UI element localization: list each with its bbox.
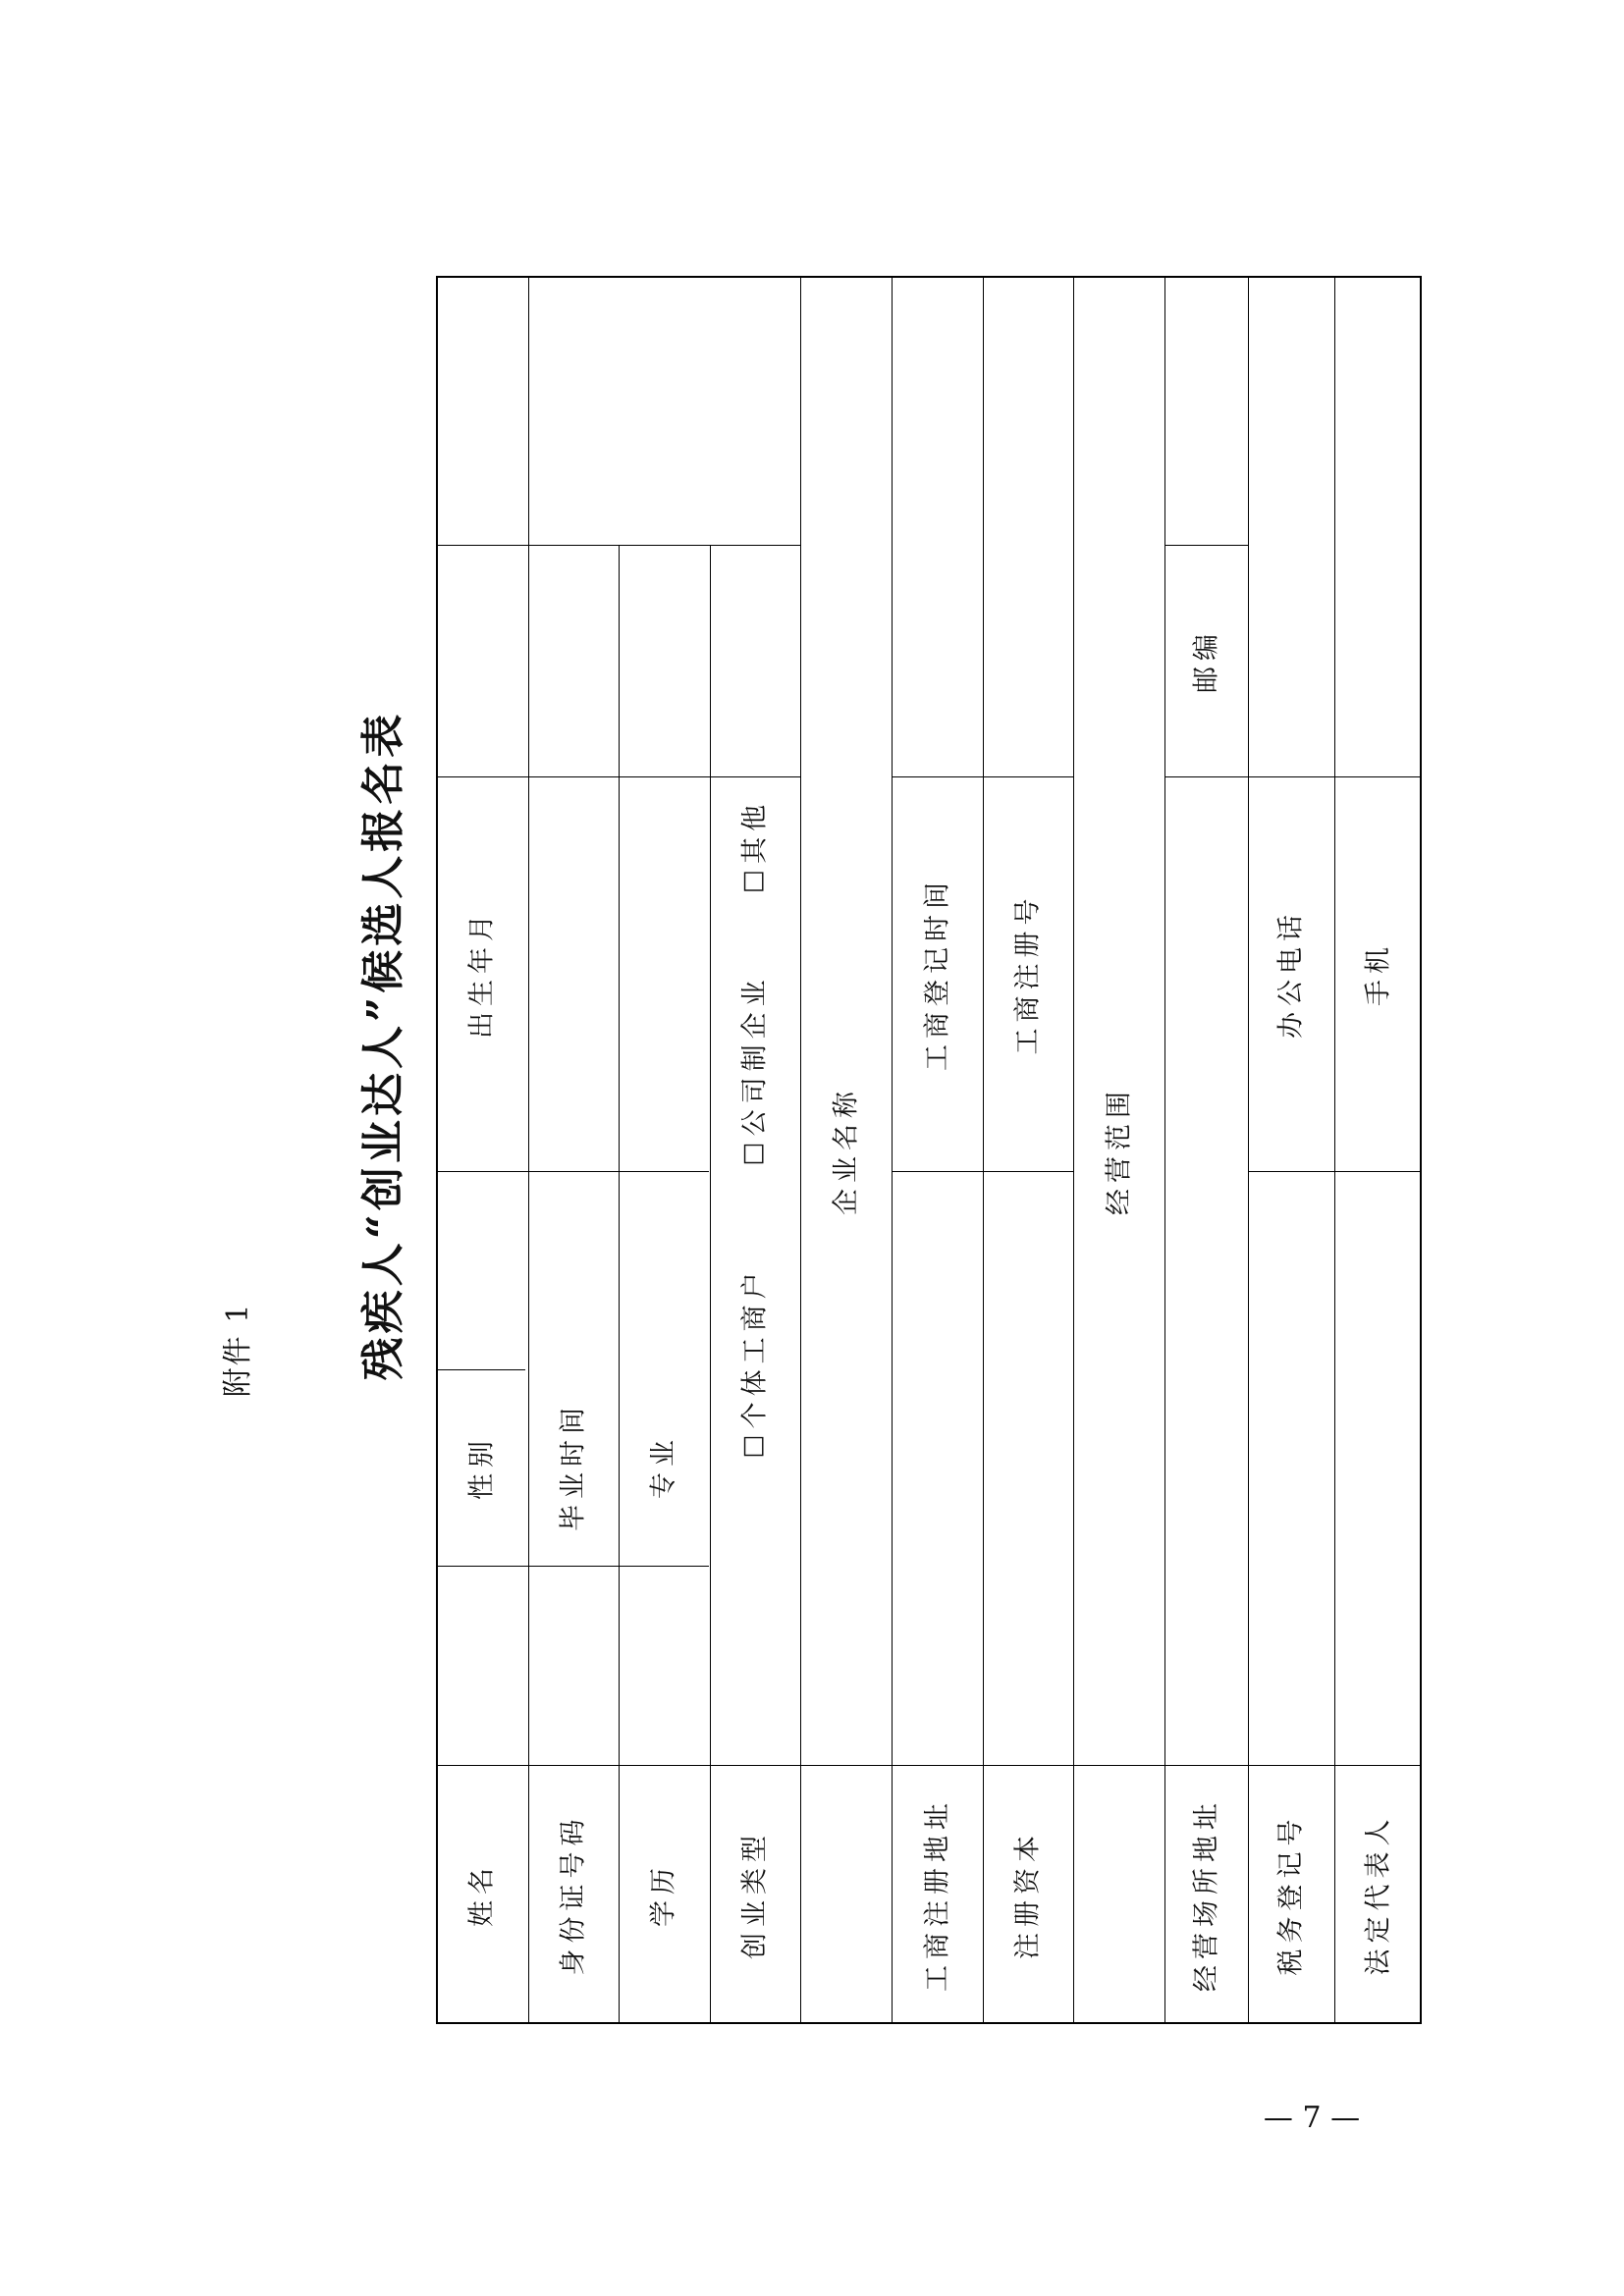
option-company-label: 公司制企业 bbox=[739, 974, 771, 1137]
option-other-label: 其他 bbox=[739, 798, 771, 864]
row-divider bbox=[983, 276, 984, 2024]
col-divider bbox=[436, 1566, 709, 1567]
label-tax-number: 税务登记号 bbox=[1275, 1813, 1307, 1976]
row-divider bbox=[1164, 276, 1165, 2024]
col-divider bbox=[436, 1765, 1422, 1766]
row-divider bbox=[1073, 276, 1074, 2024]
label-graduation-time: 毕业时间 bbox=[558, 1402, 589, 1531]
page-number: — 7 — bbox=[1263, 2101, 1361, 2135]
row-divider bbox=[1334, 276, 1335, 2024]
col-divider bbox=[1164, 545, 1248, 546]
col-divider bbox=[436, 1369, 525, 1370]
col-divider bbox=[892, 1171, 1073, 1172]
col-divider bbox=[436, 776, 800, 777]
label-business-scope: 经营范围 bbox=[1104, 1086, 1135, 1215]
col-divider bbox=[436, 545, 800, 546]
label-gender: 性别 bbox=[466, 1435, 498, 1500]
label-id-number: 身份证号码 bbox=[558, 1813, 589, 1976]
checkbox-individual-business[interactable] bbox=[739, 1266, 771, 1459]
attachment-label: 附件 1 bbox=[221, 1302, 255, 1398]
checkbox-icon: ☐ bbox=[739, 1136, 771, 1166]
label-reg-time: 工商登记时间 bbox=[922, 877, 953, 1071]
label-reg-capital: 注册资本 bbox=[1012, 1830, 1044, 1959]
label-office-phone: 办公电话 bbox=[1275, 909, 1307, 1039]
label-reg-address: 工商注册地址 bbox=[922, 1797, 953, 1992]
label-legal-rep: 法定代表人 bbox=[1363, 1813, 1394, 1976]
col-divider bbox=[1248, 1171, 1422, 1172]
option-individual-label: 个体工商户 bbox=[739, 1266, 771, 1429]
col-divider bbox=[1164, 776, 1422, 777]
label-birth: 出生年月 bbox=[466, 909, 498, 1039]
label-major: 专业 bbox=[648, 1434, 679, 1499]
row-divider bbox=[710, 545, 711, 2024]
label-name: 姓名 bbox=[466, 1862, 498, 1927]
col-divider bbox=[436, 1171, 709, 1172]
label-enterprise-name: 企业名称 bbox=[831, 1086, 862, 1215]
row-divider bbox=[619, 545, 620, 2024]
label-reg-number: 工商注册号 bbox=[1012, 892, 1044, 1055]
checkbox-icon: ☐ bbox=[739, 1428, 771, 1459]
checkbox-company[interactable] bbox=[739, 974, 771, 1166]
checkbox-other[interactable] bbox=[739, 798, 771, 894]
label-business-type: 创业类型 bbox=[739, 1830, 771, 1959]
label-education: 学历 bbox=[648, 1862, 679, 1927]
row-divider bbox=[892, 276, 893, 2024]
row-divider bbox=[528, 276, 529, 2024]
col-divider bbox=[892, 776, 1073, 777]
registration-table bbox=[436, 276, 1422, 2024]
label-postcode: 邮编 bbox=[1191, 628, 1222, 693]
label-mobile: 手机 bbox=[1363, 941, 1394, 1006]
row-divider bbox=[800, 276, 801, 2024]
label-business-address: 经营场所地址 bbox=[1191, 1797, 1222, 1992]
form-title: 残疾人“创业达人”候选人报名表 bbox=[358, 710, 408, 1381]
row-divider bbox=[1248, 276, 1249, 2024]
checkbox-icon: ☐ bbox=[739, 863, 771, 894]
